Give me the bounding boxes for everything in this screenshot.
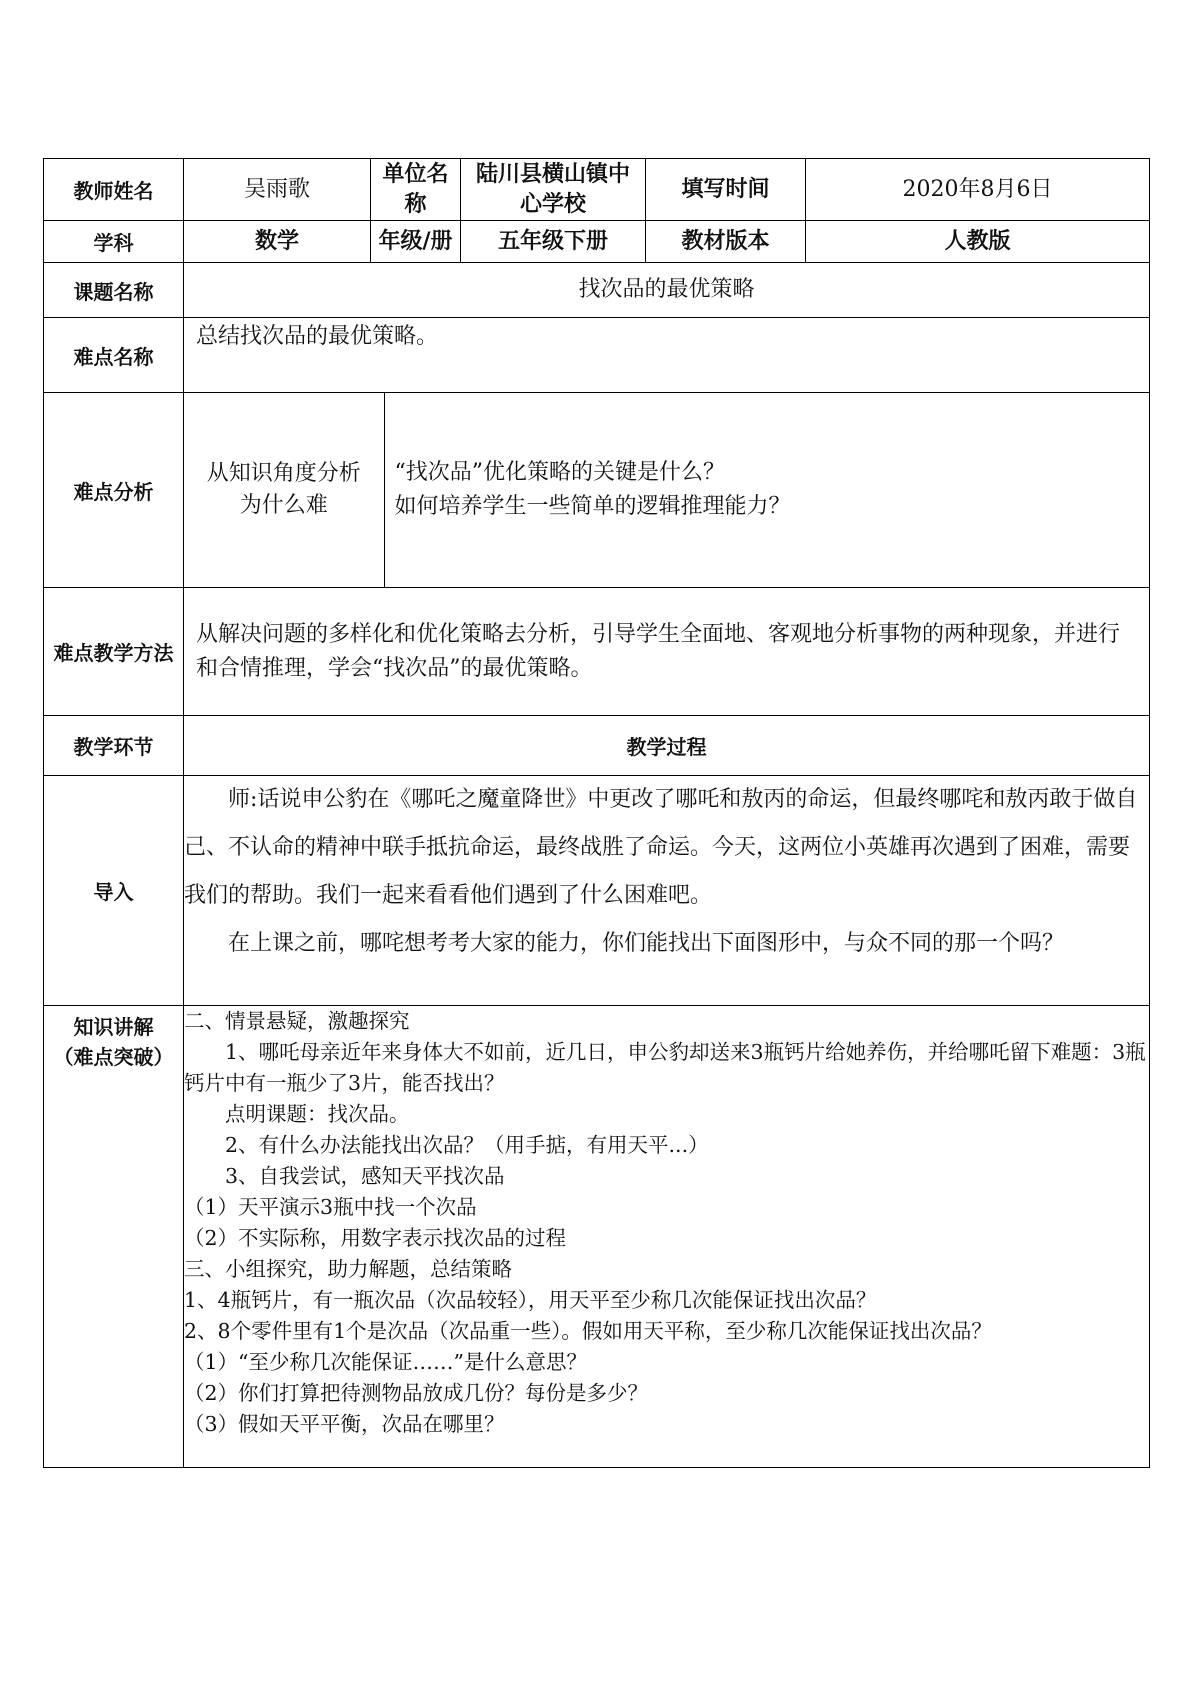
knowledge-label-line-1: 知识讲解 [73, 1015, 154, 1039]
subject-value: 数学 [184, 221, 371, 263]
intro-paragraph-2: 在上课之前，哪咤想考考大家的能力，你们能找出下面图形中，与众不同的那一个吗？ [228, 931, 1065, 956]
process-value: 教学过程 [184, 716, 1150, 776]
knowledge-line-2: 1、哪吒母亲近年来身体大不如前，近几日，申公豹却送来3瓶钙片给她养伤，并给哪吒留下难题：3瓶钙片中有一瓶少了3片，能否找出？ [184, 1040, 1146, 1095]
row-teacher-info [44, 159, 1150, 221]
process-label: 教学环节 [44, 716, 184, 776]
unit-label: 单位名称 [371, 159, 461, 221]
analysis-question-1: “找次品”优化策略的关键是什么？ [394, 460, 725, 485]
knowledge-line-4: 2、有什么办法能找出次品？（用手掂，有用天平...） [225, 1133, 709, 1157]
method-label: 难点教学方法 [44, 588, 184, 716]
intro-label: 导入 [44, 776, 184, 1006]
row-topic [44, 263, 1150, 318]
teacher-label: 教师姓名 [44, 159, 184, 221]
knowledge-line-8: 三、小组探究，助力解题，总结策略 [184, 1257, 512, 1281]
knowledge-line-5: 3、自我尝试，感知天平找次品 [225, 1164, 505, 1188]
date-value: 2020年8月6日 [806, 159, 1150, 221]
knowledge-label-line-2: （难点突破） [53, 1045, 174, 1069]
grade-label: 年级/册 [371, 221, 461, 263]
knowledge-line-10: 2、8个零件里有1个是次品（次品重一些）。假如用天平称，至少称几次能保证找出次品？ [184, 1319, 992, 1343]
knowledge-line-6: （1）天平演示3瓶中找一个次品 [184, 1195, 477, 1219]
knowledge-line-9: 1、4瓶钙片，有一瓶次品（次品较轻），用天平至少称几次能保证找出次品？ [184, 1288, 877, 1312]
edition-value: 人教版 [806, 221, 1150, 263]
unit-value: 陆川县横山镇中心学校 [461, 159, 646, 221]
knowledge-line-12: （2）你们打算把待测物品放成几份？每份是多少？ [184, 1381, 649, 1405]
row-process-header [44, 716, 1150, 776]
intro-content [184, 776, 1150, 1006]
row-difficulty [44, 318, 1150, 393]
analysis-sub-label: 从知识角度分析为什么难 [184, 393, 384, 587]
topic-label: 课题名称 [44, 263, 184, 318]
analysis-question-2: 如何培养学生一些简单的逻辑推理能力？ [394, 494, 791, 519]
intro-paragraph-1: 师:话说申公豹在《哪吒之魔童降世》中更改了哪吒和敖丙的命运，但最终哪咤和敖丙敢于做自己、不认命的精神中联手抵抗命运，最终战胜了命运。今天，这两位小英雄再次遇到了困难，需要我们的帮助。我们一起来看看他们遇到了什么困难吧。 [184, 787, 1138, 908]
date-label: 填写时间 [646, 159, 806, 221]
subject-label: 学科 [44, 221, 184, 263]
knowledge-line-3: 点明课题：找次品。 [225, 1102, 410, 1126]
analysis-questions [384, 393, 1149, 587]
analysis-content [184, 393, 1150, 588]
row-knowledge [44, 1006, 1150, 1468]
knowledge-line-7: （2）不实际称，用数字表示找次品的过程 [184, 1226, 567, 1250]
topic-value: 找次品的最优策略 [184, 263, 1150, 318]
row-intro [44, 776, 1150, 1006]
analysis-label: 难点分析 [44, 393, 184, 588]
difficulty-value: 总结找次品的最优策略。 [184, 318, 1150, 393]
edition-label: 教材版本 [646, 221, 806, 263]
method-value: 从解决问题的多样化和优化策略去分析，引导学生全面地、客观地分析事物的两种现象，并进行和合情推理，学会“找次品”的最优策略。 [184, 588, 1150, 716]
row-subject-info [44, 221, 1150, 263]
lesson-plan-table [43, 158, 1150, 1468]
teacher-value: 吴雨歌 [184, 159, 371, 221]
knowledge-label [44, 1006, 184, 1468]
grade-value: 五年级下册 [461, 221, 646, 263]
knowledge-content [184, 1006, 1150, 1468]
knowledge-line-11: （1）“至少称几次能保证……”是什么意思？ [184, 1350, 588, 1374]
analysis-inner-table [184, 393, 1149, 587]
knowledge-line-1: 二、情景悬疑，激趣探究 [184, 1009, 410, 1033]
difficulty-label: 难点名称 [44, 318, 184, 393]
row-method [44, 588, 1150, 716]
knowledge-line-13: （3）假如天平平衡，次品在哪里？ [184, 1412, 505, 1436]
row-analysis [44, 393, 1150, 588]
